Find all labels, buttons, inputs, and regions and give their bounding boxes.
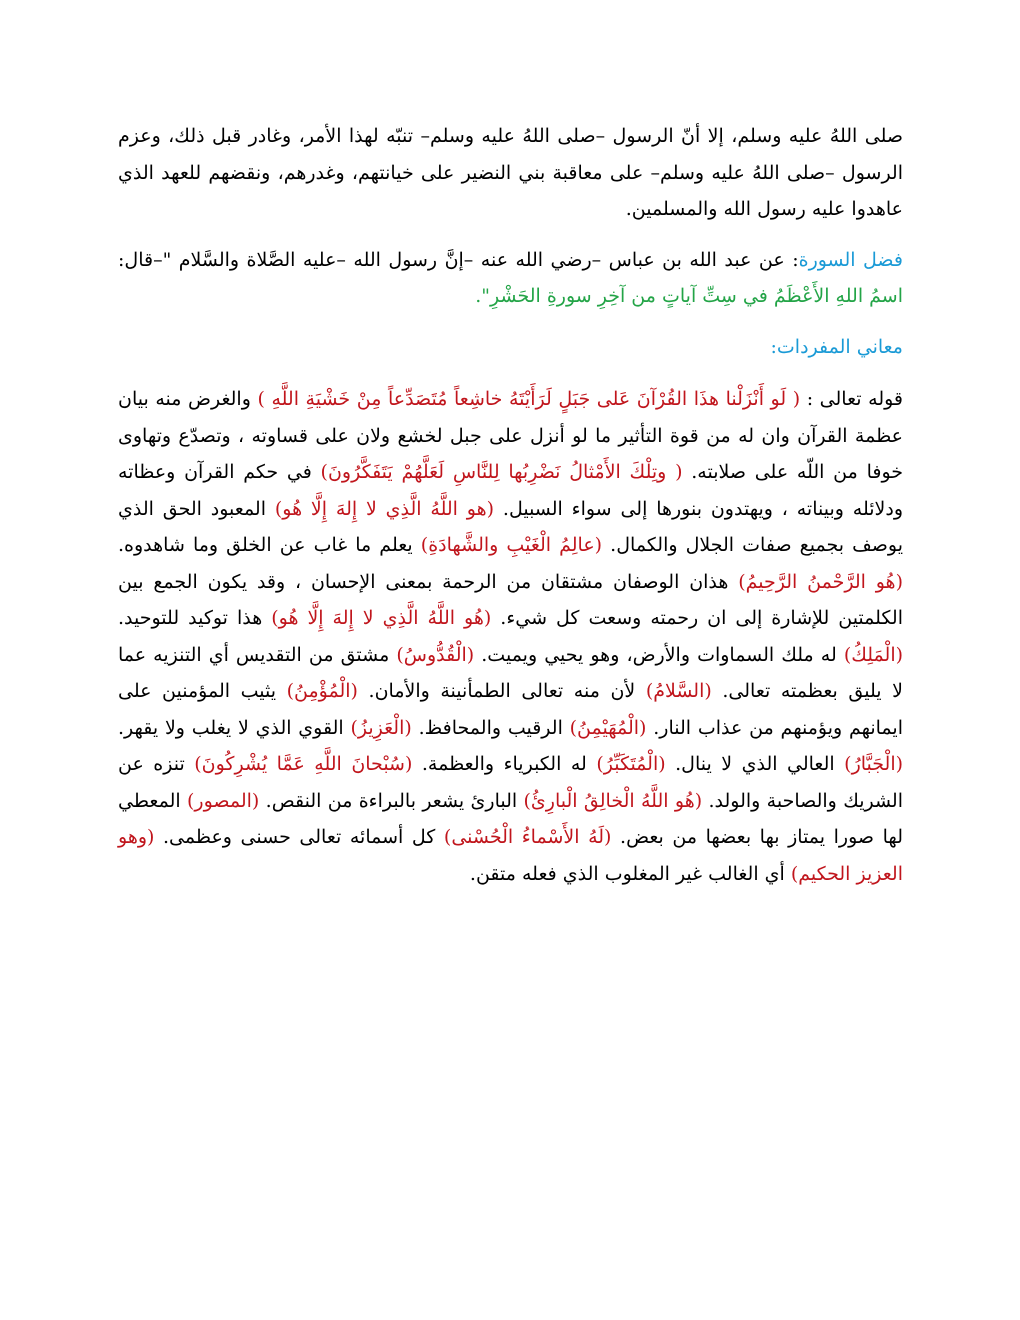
virtue-text: عن عبد الله بن عباس –رضي الله عنه –إنَّ رسول الله –عليه الصَّلاة والسَّلام "–قال: xyxy=(118,248,785,271)
verse-quote: (سُبْحانَ اللَّهِ عَمَّا يُشْرِكُونَ) xyxy=(194,753,413,775)
verse-quote: (لَهُ الأَسْماءُ الْحُسْنى) xyxy=(443,826,612,848)
text-segment: القوي الذي لا يغلب ولا يقهر. xyxy=(118,716,351,739)
text-segment: هذا توكيد للتوحيد. xyxy=(118,607,272,629)
verse-quote: (الْعَزِيزُ) xyxy=(350,716,412,739)
verse-quote: ( لَو أَنْزَلْنا هذَا القُرْآنَ عَلى جَبَلٍ لَرَأَيْتَهُ خاشِعاً مُتَصَدِّعاً مِنْ خَشْيَةِ اللَّهِ ) xyxy=(257,388,801,410)
verse-quote: (المصور) xyxy=(186,789,260,812)
text-segment: له ملك السماوات والأرض، وهو يحيي ويميت. xyxy=(474,643,844,666)
text-segment: يعلم ما غاب عن الخلق وما شاهدوه. xyxy=(118,534,421,556)
hadith-quote: اسمُ اللهِ الأَعْظَمُ في سِتِّ آياتٍ من آخِرِ سورةِ الحَشْرِ". xyxy=(475,285,903,307)
vocabulary-heading xyxy=(118,329,903,366)
text-segment: العالي الذي لا ينال. xyxy=(665,753,845,775)
verse-quote: (الْقُدُّوسُ) xyxy=(396,643,475,666)
verse-quote: (الْمُتَكَبِّرُ) xyxy=(596,753,666,775)
paragraph-banu-nadir xyxy=(118,118,903,228)
text-segment: لأن منه تعالى الطمأنينة والأمان. xyxy=(357,680,646,702)
verse-quote: (الْجَبَّارُ) xyxy=(844,753,904,775)
paragraph-vocabulary-meanings xyxy=(118,381,903,892)
label-colon: : xyxy=(784,248,799,271)
verse-quote: (هو اللَّهُ الَّذِي لا إِلهَ إِلَّا هُو) xyxy=(274,497,495,520)
verse-quote: (وهو العزيز الحكيم) xyxy=(118,826,903,885)
vocabulary-heading-text: معاني المفردات: xyxy=(770,335,903,358)
verse-quote: (الْمُؤْمِنُ) xyxy=(286,680,358,702)
text-segment: قوله تعالى : xyxy=(800,388,904,410)
paragraph-text: صلى اللهُ عليه وسلم، إلا أنّ الرسول –صلى اللهُ عليه وسلم– تنبّه لهذا الأمر، وغادر قبل ذلك، وعزم الرسول –صلى اللهُ عليه وسلم– على معاقبة بني النضير على خيانتهم، وغدرهم، ونقضهم للعهد الذي عاهدوا عليه رسول الله والمسلمين. xyxy=(118,125,903,220)
verse-quote: (عالِمُ الْغَيْبِ والشَّهادَةِ) xyxy=(420,534,603,556)
text-segment: والغرض منه بيان عظمة القرآن وان له من قوة التأثير ما لو أنزل على جبل لخشع ولان على قساوته ، وتصدّع وتهاوى خوفا من اللّه على صلابته. xyxy=(118,388,904,483)
text-segment: هذان الوصفان مشتقان من الرحمة بمعنى الإحسان ، وقد يكون الجمع بين الكلمتين للإشارة إلى ان رحمته وسعت كل شيء. xyxy=(118,570,903,629)
surah-virtue-label: فضل السورة xyxy=(798,248,903,271)
paragraph-surah-virtue xyxy=(118,242,903,315)
verse-quote: (هُو الرَّحْمنُ الرَّحِيمُ) xyxy=(738,570,903,593)
text-segment: أي الغالب غير المغلوب الذي فعله متقن. xyxy=(469,862,791,885)
text-segment: كل أسمائه تعالى حسنى وعظمى. xyxy=(154,826,444,848)
text-segment: تنزه عن الشريك والصاحبة والولد. xyxy=(118,753,903,812)
verse-quote: (هُو اللَّهُ الْخالِقُ الْبارِئُ) xyxy=(523,789,703,812)
document-page xyxy=(118,118,903,892)
text-segment: الرقيب والمحافظ. xyxy=(411,716,570,739)
verse-quote: (الْمَلِكُ) xyxy=(843,643,904,666)
text-segment: المعطي لها صورا يمتاز بها بعضها من بعض. xyxy=(118,789,903,848)
text-segment: يثيب المؤمنين على ايمانهم ويؤمنهم من عذاب النار. xyxy=(118,680,903,739)
text-segment: مشتق من التقديس أي التنزيه عما لا يليق بعظمته تعالى. xyxy=(118,643,903,702)
text-segment: في حكم القرآن وعظاته ودلائله وبيناته ، ويهتدون بنورها إلى سواء السبيل. xyxy=(118,461,903,520)
verse-quote: ( وتِلْكَ الأَمْثالُ نَضْرِبُها لِلنَّاسِ لَعَلَّهُمْ يَتَفَكَّرُونَ) xyxy=(320,461,683,483)
text-segment: له الكبرياء والعظمة. xyxy=(412,753,597,775)
verse-quote: (السَّلامُ) xyxy=(645,680,712,702)
verse-quote: (الْمُهَيْمِنُ) xyxy=(569,716,647,739)
text-segment: البارئ يشعر بالبراءة من النقص. xyxy=(259,789,524,812)
text-segment: المعبود الحق الذي يوصف بجميع صفات الجلال والكمال. xyxy=(118,497,904,556)
verse-quote: (هُو اللَّهُ الَّذِي لا إِلهَ إِلَّا هُو) xyxy=(271,607,492,629)
